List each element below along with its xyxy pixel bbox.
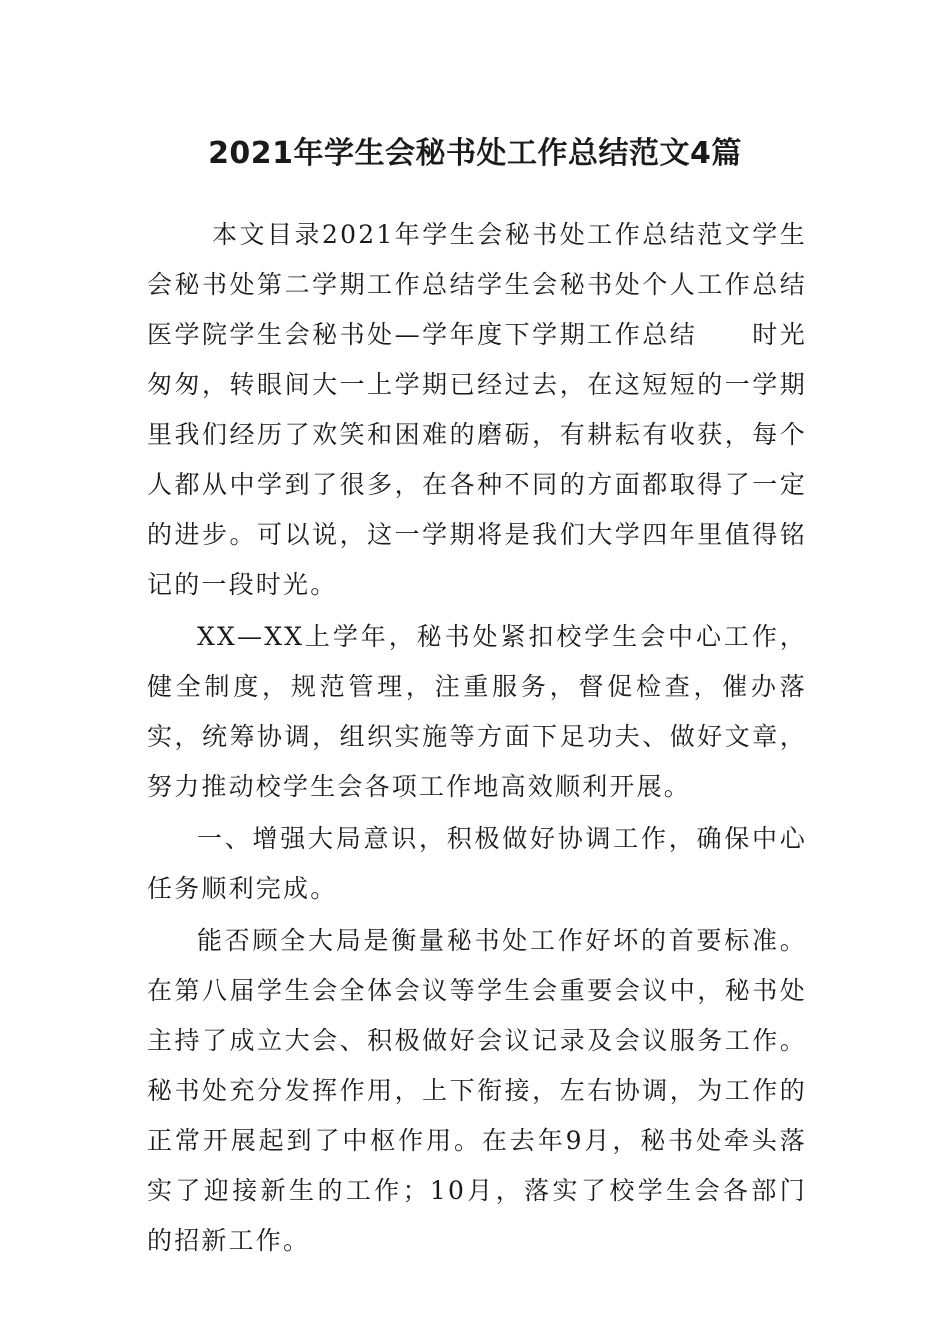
paragraph-intro: 本文目录2021年学生会秘书处工作总结范文学生会秘书处第二学期工作总结学生会秘书处个人工作总结医学院学生会秘书处—学年度下学期工作总结 时光匆匆，转眼间大一上学期已经过去，在这短短的一学期里我们经历了欢笑和困难的磨砺，有耕耘有收获，每个人都从中学到了很多，在各种不同的方面都取得了一定的进步。可以说，这一学期将是我们大学四年里值得铭记的一段时光。 (147, 220, 807, 599)
paragraph-overview: XX—XX上学年，秘书处紧扣校学生会中心工作，健全制度，规范管理，注重服务，督促检查，催办落实，统筹协调，组织实施等方面下足功夫、做好文章，努力推动校学生会各项工作地高效顺利开展。 (147, 622, 807, 801)
paragraph-details: 能否顾全大局是衡量秘书处工作好坏的首要标准。在第八届学生会全体会议等学生会重要会议中，秘书处主持了成立大会、积极做好会议记录及会议服务工作。秘书处充分发挥作用，上下衔接，左右协调，为工作的正常开展起到了中枢作用。在去年9月，秘书处牵头落实了迎接新生的工作；10月，落实了校学生会各部门的招新工作。 (147, 926, 807, 1255)
paragraph-heading-one: 一、增强大局意识，积极做好协调工作，确保中心任务顺利完成。 (147, 824, 807, 903)
document-body (147, 210, 807, 1268)
page-title: 2021年学生会秘书处工作总结范文4篇 (208, 136, 742, 171)
